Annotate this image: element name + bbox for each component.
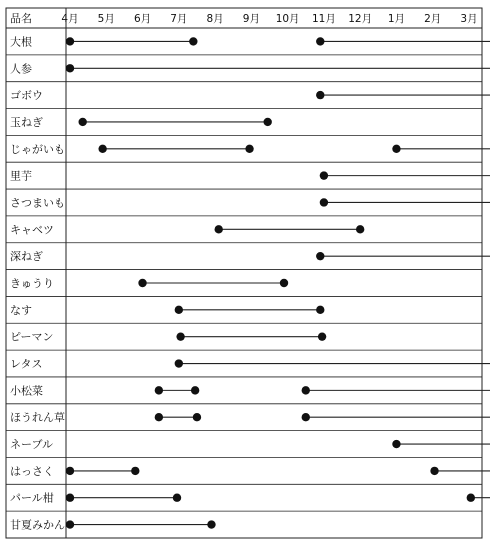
item-row (10, 331, 326, 344)
item-name: キャベツ (10, 223, 54, 237)
item-row (10, 196, 490, 209)
month-label: 6月 (133, 13, 152, 25)
range-start-dot (316, 91, 324, 99)
item-row (10, 358, 490, 371)
range-start-dot (155, 386, 163, 394)
range-start-dot (316, 37, 324, 45)
grid (6, 8, 482, 538)
item-row (10, 34, 490, 48)
range-start-dot (175, 359, 183, 367)
item-row (10, 491, 490, 505)
range-end-dot (189, 37, 197, 45)
item-row (10, 143, 490, 156)
item-name: なす (10, 303, 32, 317)
item-name: 里芋 (10, 169, 32, 183)
range-start-dot (176, 332, 184, 340)
item-name: じゃがいも (10, 142, 65, 156)
range-start-dot (66, 494, 74, 502)
item-name: 玉ねぎ (10, 115, 43, 129)
item-rows (10, 34, 490, 531)
range-end-dot (318, 332, 326, 340)
month-label: 4月 (61, 13, 79, 25)
range-start-dot (302, 386, 310, 394)
header-label: 品名 (10, 12, 32, 25)
item-row (10, 250, 490, 263)
range-start-dot (316, 252, 324, 260)
month-label: 8月 (206, 13, 224, 25)
month-label: 9月 (242, 13, 260, 25)
item-name: パール柑 (10, 491, 54, 505)
item-name: 深ねぎ (10, 250, 43, 264)
range-start-dot (78, 118, 86, 126)
item-row (10, 518, 216, 532)
month-label: 7月 (170, 13, 188, 25)
month-label: 10月 (275, 13, 300, 25)
item-name: ネーブル (10, 438, 54, 452)
month-label: 12月 (348, 13, 373, 25)
month-label: 11月 (311, 13, 336, 25)
item-row (10, 61, 490, 75)
range-start-dot (155, 413, 163, 421)
range-end-dot (173, 494, 181, 502)
item-row (10, 383, 490, 397)
item-name: 大根 (10, 35, 32, 49)
range-end-dot (356, 225, 364, 233)
range-start-dot (175, 306, 183, 314)
range-start-dot (320, 198, 328, 206)
item-row (10, 277, 288, 290)
item-row (10, 438, 490, 451)
range-end-dot (316, 306, 324, 314)
item-row (10, 410, 490, 424)
range-start-dot (430, 467, 438, 475)
range-start-dot (392, 440, 400, 448)
chart-header (10, 12, 32, 25)
range-end-dot (263, 118, 271, 126)
item-name: ほうれん草 (10, 411, 65, 425)
range-end-dot (193, 413, 201, 421)
range-start-dot (392, 145, 400, 153)
range-start-dot (66, 520, 74, 528)
item-row (10, 304, 324, 317)
range-end-dot (131, 467, 139, 475)
item-name: 甘夏みかん (10, 518, 65, 532)
item-row (10, 169, 490, 183)
item-name: さつまいも (10, 196, 65, 210)
item-name: きゅうり (10, 277, 54, 290)
month-label: 5月 (97, 13, 115, 25)
range-start-dot (215, 225, 223, 233)
month-axis (61, 13, 477, 25)
item-name: 人参 (10, 62, 32, 76)
item-row (10, 116, 272, 129)
item-name: はっさく (10, 464, 54, 478)
item-row (10, 89, 490, 102)
item-name: レタス (10, 357, 43, 371)
range-start-dot (66, 467, 74, 475)
range-end-dot (245, 145, 253, 153)
range-start-dot (66, 64, 74, 72)
item-name: ゴボウ (10, 89, 43, 103)
month-label: 1月 (387, 13, 406, 25)
range-start-dot (302, 413, 310, 421)
range-start-dot (138, 279, 146, 287)
month-label: 2月 (424, 13, 442, 25)
item-row (10, 223, 364, 236)
range-end-dot (280, 279, 288, 287)
item-row (10, 465, 490, 478)
range-start-dot (98, 145, 106, 153)
range-start-dot (467, 494, 475, 502)
range-end-dot (191, 386, 199, 394)
range-start-dot (66, 37, 74, 45)
chart-frame (6, 8, 482, 538)
item-name: ピーマン (10, 330, 54, 344)
item-name: 小松菜 (10, 384, 43, 398)
month-label: 3月 (460, 13, 478, 25)
range-start-dot (320, 171, 328, 179)
range-end-dot (207, 520, 215, 528)
